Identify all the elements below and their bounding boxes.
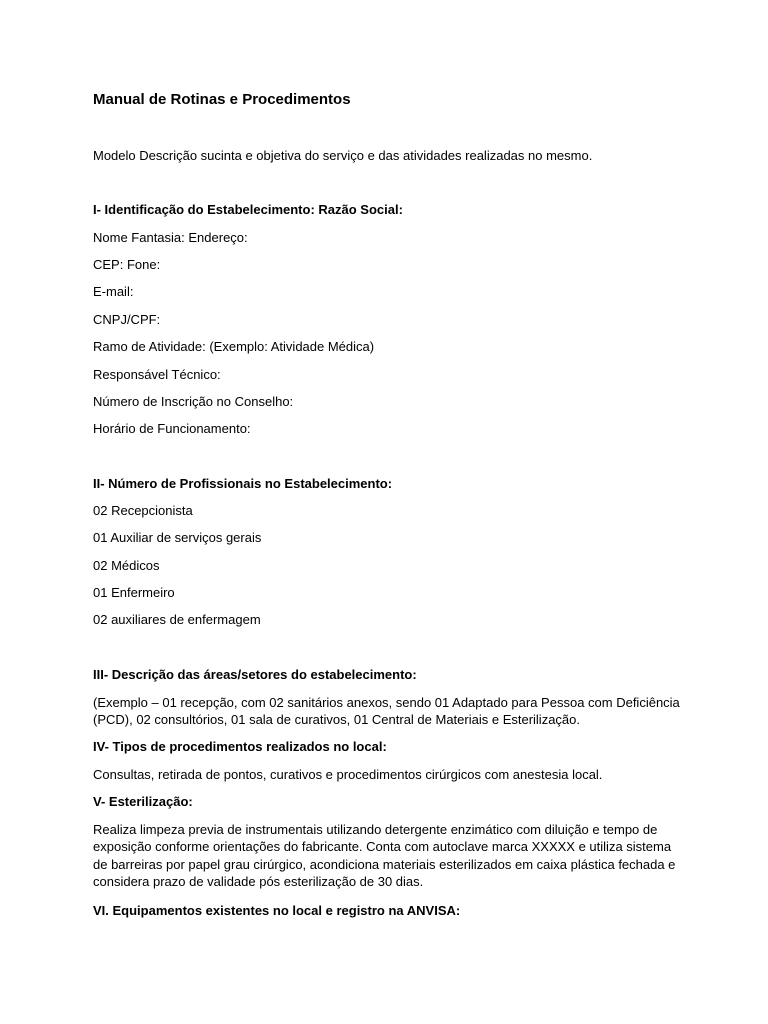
staff-item: 01 Enfermeiro: [93, 585, 175, 600]
section-3-text-line: (Exemplo – 01 recepção, com 02 sanitários anexos, sendo 01 Adaptado para Pessoa com Deficiência: [93, 695, 680, 710]
section-3-heading: III- Descrição das áreas/setores do estabelecimento:: [93, 667, 417, 682]
field-email: E-mail:: [93, 284, 134, 299]
staff-item: 02 Recepcionista: [93, 503, 193, 518]
section-5-text-line: Realiza limpeza previa de instrumentais utilizando detergente enzimático com diluição e tempo de: [93, 822, 658, 837]
document-title: Manual de Rotinas e Procedimentos: [93, 91, 351, 108]
section-1-heading: I- Identificação do Estabelecimento: Razão Social:: [93, 202, 403, 217]
field-horario: Horário de Funcionamento:: [93, 421, 251, 436]
section-5-heading: V- Esterilização:: [93, 794, 193, 809]
section-4-text: Consultas, retirada de pontos, curativos e procedimentos cirúrgicos com anestesia local.: [93, 767, 603, 782]
field-cnpj: CNPJ/CPF:: [93, 312, 161, 327]
section-5-text-line: considera prazo de validade pós esterilização de 30 dias.: [93, 874, 424, 889]
section-4-heading: IV- Tipos de procedimentos realizados no local:: [93, 739, 387, 754]
staff-item: 02 auxiliares de enfermagem: [93, 612, 261, 627]
section-5-text-line: exposição conforme orientações do fabricante. Conta com autoclave marca XXXXX e utiliza sistema: [93, 839, 672, 854]
staff-item: 01 Auxiliar de serviços gerais: [93, 530, 262, 545]
staff-item: 02 Médicos: [93, 558, 160, 573]
section-3-text-line: (PCD), 02 consultórios, 01 sala de curativos, 01 Central de Materiais e Esterilização.: [93, 712, 580, 727]
field-cep: CEP: Fone:: [93, 257, 161, 272]
intro-text: Modelo Descrição sucinta e objetiva do serviço e das atividades realizadas no mesmo.: [93, 148, 593, 163]
field-nome-fantasia: Nome Fantasia: Endereço:: [93, 230, 248, 245]
section-5-text-line: de barreiras por papel grau cirúrgico, acondiciona materiais esterilizados em caixa plástica fechada e: [93, 857, 676, 872]
section-2-heading: II- Número de Profissionais no Estabelecimento:: [93, 476, 393, 491]
field-responsavel-tecnico: Responsável Técnico:: [93, 367, 221, 382]
field-ramo-atividade: Ramo de Atividade: (Exemplo: Atividade Médica): [93, 339, 375, 354]
section-6-heading: VI. Equipamentos existentes no local e registro na ANVISA:: [93, 903, 461, 918]
field-numero-inscricao: Número de Inscrição no Conselho:: [93, 394, 294, 409]
